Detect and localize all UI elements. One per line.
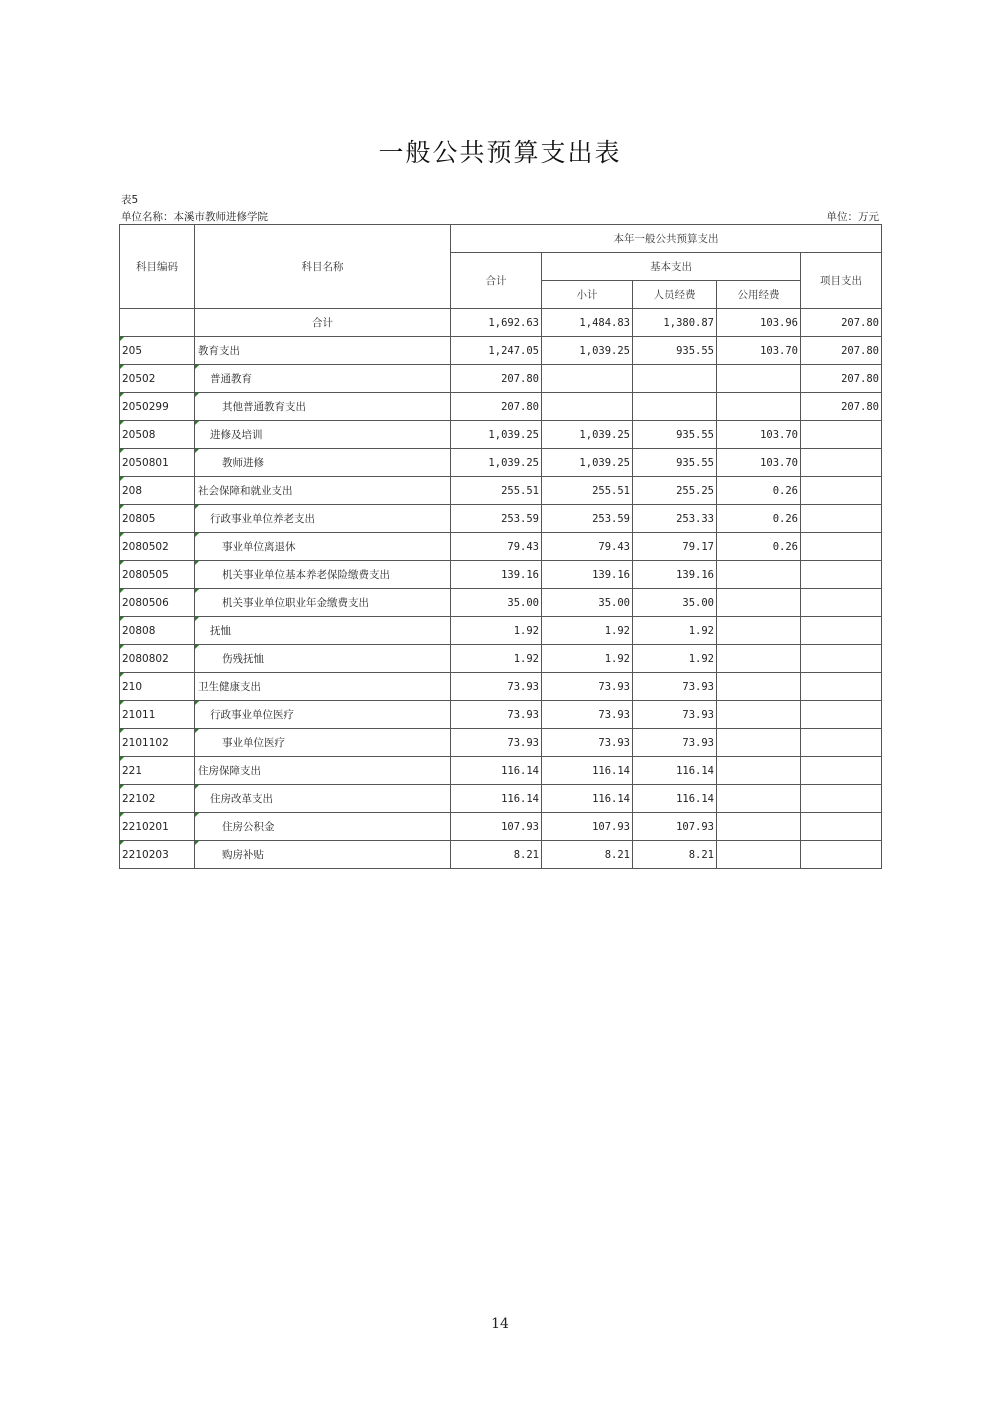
- cell-subtotal: 1.92: [542, 617, 633, 645]
- cell-public: [717, 393, 801, 421]
- cell-total: 1,692.63: [451, 309, 542, 337]
- table-row: [120, 421, 882, 449]
- table-row: [120, 533, 882, 561]
- cell-subtotal: 116.14: [542, 785, 633, 813]
- cell-subtotal: 1,484.83: [542, 309, 633, 337]
- cell-name: 住房公积金: [195, 813, 451, 841]
- cell-name: 抚恤: [195, 617, 451, 645]
- cell-subtotal: 35.00: [542, 589, 633, 617]
- page-number: 14: [491, 1316, 509, 1332]
- cell-subtotal: 73.93: [542, 673, 633, 701]
- cell-subtotal: 255.51: [542, 477, 633, 505]
- header-name: 科目名称: [195, 225, 451, 309]
- table-row: [120, 561, 882, 589]
- cell-subtotal: 1,039.25: [542, 421, 633, 449]
- cell-total: 116.14: [451, 757, 542, 785]
- cell-public: [717, 813, 801, 841]
- cell-code: 2050299: [120, 393, 195, 421]
- cell-personnel: 73.93: [633, 729, 717, 757]
- cell-code: 20508: [120, 421, 195, 449]
- cell-project: [801, 617, 882, 645]
- cell-project: [801, 729, 882, 757]
- table-number: 表5: [121, 194, 139, 206]
- cell-name: 机关事业单位职业年金缴费支出: [195, 589, 451, 617]
- cell-project: [801, 561, 882, 589]
- cell-code: 20502: [120, 365, 195, 393]
- cell-public: [717, 561, 801, 589]
- cell-personnel: 107.93: [633, 813, 717, 841]
- cell-project: [801, 673, 882, 701]
- table-row: [120, 449, 882, 477]
- cell-personnel: 73.93: [633, 701, 717, 729]
- cell-personnel: 73.93: [633, 673, 717, 701]
- cell-project: 207.80: [801, 309, 882, 337]
- cell-project: [801, 421, 882, 449]
- cell-public: [717, 729, 801, 757]
- cell-personnel: 1.92: [633, 617, 717, 645]
- header-subtotal: 小计: [542, 281, 633, 309]
- cell-project: [801, 701, 882, 729]
- header-personnel: 人员经费: [633, 281, 717, 309]
- cell-personnel: [633, 393, 717, 421]
- cell-total: 1,247.05: [451, 337, 542, 365]
- cell-code: 22102: [120, 785, 195, 813]
- cell-personnel: 1,380.87: [633, 309, 717, 337]
- cell-project: 207.80: [801, 365, 882, 393]
- cell-public: [717, 841, 801, 869]
- cell-code: 2080506: [120, 589, 195, 617]
- table-row: [120, 645, 882, 673]
- cell-name: 卫生健康支出: [195, 673, 451, 701]
- cell-name: 行政事业单位医疗: [195, 701, 451, 729]
- cell-project: [801, 841, 882, 869]
- cell-total: 35.00: [451, 589, 542, 617]
- cell-personnel: [633, 365, 717, 393]
- cell-name: 住房保障支出: [195, 757, 451, 785]
- cell-name: 购房补贴: [195, 841, 451, 869]
- table-row: [120, 757, 882, 785]
- cell-personnel: 935.55: [633, 337, 717, 365]
- cell-total: 107.93: [451, 813, 542, 841]
- total-row: [120, 309, 882, 337]
- table-row: [120, 701, 882, 729]
- cell-total: 79.43: [451, 533, 542, 561]
- cell-project: [801, 645, 882, 673]
- cell-name: 事业单位离退休: [195, 533, 451, 561]
- cell-total: 207.80: [451, 365, 542, 393]
- cell-personnel: 139.16: [633, 561, 717, 589]
- cell-total: 139.16: [451, 561, 542, 589]
- table-row: [120, 477, 882, 505]
- cell-personnel: 253.33: [633, 505, 717, 533]
- cell-total: 1,039.25: [451, 449, 542, 477]
- cell-code: 2080802: [120, 645, 195, 673]
- cell-public: 103.96: [717, 309, 801, 337]
- cell-project: [801, 505, 882, 533]
- cell-project: 207.80: [801, 337, 882, 365]
- cell-personnel: 79.17: [633, 533, 717, 561]
- cell-code: 20808: [120, 617, 195, 645]
- table-row: [120, 841, 882, 869]
- cell-personnel: 35.00: [633, 589, 717, 617]
- header-project: 项目支出: [801, 253, 882, 309]
- cell-personnel: 8.21: [633, 841, 717, 869]
- cell-name: 伤残抚恤: [195, 645, 451, 673]
- cell-project: [801, 785, 882, 813]
- table-row: [120, 505, 882, 533]
- cell-project: [801, 757, 882, 785]
- cell-subtotal: 116.14: [542, 757, 633, 785]
- cell-public: [717, 757, 801, 785]
- table-row: [120, 337, 882, 365]
- page-title: 一般公共预算支出表: [378, 138, 622, 167]
- cell-total: 255.51: [451, 477, 542, 505]
- cell-public: [717, 365, 801, 393]
- cell-subtotal: 79.43: [542, 533, 633, 561]
- cell-name: 普通教育: [195, 365, 451, 393]
- cell-code: 2080502: [120, 533, 195, 561]
- cell-subtotal: [542, 365, 633, 393]
- table-row: [120, 673, 882, 701]
- cell-subtotal: 253.59: [542, 505, 633, 533]
- cell-project: [801, 533, 882, 561]
- cell-subtotal: 139.16: [542, 561, 633, 589]
- table-row: [120, 813, 882, 841]
- cell-personnel: 116.14: [633, 757, 717, 785]
- header-basic: 基本支出: [542, 253, 801, 281]
- cell-public: 103.70: [717, 449, 801, 477]
- cell-public: 0.26: [717, 505, 801, 533]
- cell-project: [801, 813, 882, 841]
- cell-subtotal: 1,039.25: [542, 337, 633, 365]
- budget-table: [119, 224, 882, 869]
- cell-project: [801, 589, 882, 617]
- table-row: [120, 393, 882, 421]
- cell-name: 行政事业单位养老支出: [195, 505, 451, 533]
- cell-code: [120, 309, 195, 337]
- cell-name: 机关事业单位基本养老保险缴费支出: [195, 561, 451, 589]
- cell-total: 253.59: [451, 505, 542, 533]
- cell-code: 205: [120, 337, 195, 365]
- cell-name: 事业单位医疗: [195, 729, 451, 757]
- cell-public: [717, 645, 801, 673]
- header-total: 合计: [451, 253, 542, 309]
- cell-name: 住房改革支出: [195, 785, 451, 813]
- cell-code: 2101102: [120, 729, 195, 757]
- cell-public: 103.70: [717, 421, 801, 449]
- cell-public: [717, 701, 801, 729]
- cell-code: 2050801: [120, 449, 195, 477]
- cell-personnel: 116.14: [633, 785, 717, 813]
- cell-name: 社会保障和就业支出: [195, 477, 451, 505]
- cell-total: 73.93: [451, 673, 542, 701]
- cell-code: 208: [120, 477, 195, 505]
- cell-personnel: 935.55: [633, 449, 717, 477]
- header-code: 科目编码: [120, 225, 195, 309]
- cell-public: [717, 673, 801, 701]
- cell-public: [717, 589, 801, 617]
- cell-code: 210: [120, 673, 195, 701]
- cell-code: 20805: [120, 505, 195, 533]
- cell-subtotal: 1.92: [542, 645, 633, 673]
- cell-code: 2210203: [120, 841, 195, 869]
- cell-public: [717, 617, 801, 645]
- cell-code: 221: [120, 757, 195, 785]
- cell-public: 0.26: [717, 533, 801, 561]
- unit-name: 单位名称：本溪市教师进修学院: [121, 211, 268, 223]
- cell-name: 进修及培训: [195, 421, 451, 449]
- table-row: [120, 617, 882, 645]
- table-row: [120, 365, 882, 393]
- cell-total: 8.21: [451, 841, 542, 869]
- header-public: 公用经费: [717, 281, 801, 309]
- cell-code: 2210201: [120, 813, 195, 841]
- cell-project: [801, 449, 882, 477]
- header-group: 本年一般公共预算支出: [451, 225, 882, 253]
- cell-personnel: 255.25: [633, 477, 717, 505]
- cell-project: [801, 477, 882, 505]
- cell-project: 207.80: [801, 393, 882, 421]
- cell-name: 合计: [195, 309, 451, 337]
- cell-public: 0.26: [717, 477, 801, 505]
- cell-subtotal: [542, 393, 633, 421]
- cell-name: 其他普通教育支出: [195, 393, 451, 421]
- cell-total: 116.14: [451, 785, 542, 813]
- cell-total: 1.92: [451, 617, 542, 645]
- cell-personnel: 1.92: [633, 645, 717, 673]
- cell-public: [717, 785, 801, 813]
- cell-total: 73.93: [451, 701, 542, 729]
- cell-subtotal: 8.21: [542, 841, 633, 869]
- table-row: [120, 729, 882, 757]
- cell-subtotal: 73.93: [542, 701, 633, 729]
- unit-label: 单位：万元: [826, 211, 879, 223]
- cell-subtotal: 107.93: [542, 813, 633, 841]
- cell-public: 103.70: [717, 337, 801, 365]
- cell-name: 教育支出: [195, 337, 451, 365]
- cell-total: 73.93: [451, 729, 542, 757]
- cell-subtotal: 1,039.25: [542, 449, 633, 477]
- cell-name: 教师进修: [195, 449, 451, 477]
- cell-total: 207.80: [451, 393, 542, 421]
- cell-total: 1,039.25: [451, 421, 542, 449]
- cell-code: 21011: [120, 701, 195, 729]
- cell-total: 1.92: [451, 645, 542, 673]
- cell-personnel: 935.55: [633, 421, 717, 449]
- table-row: [120, 785, 882, 813]
- cell-subtotal: 73.93: [542, 729, 633, 757]
- cell-code: 2080505: [120, 561, 195, 589]
- table-row: [120, 589, 882, 617]
